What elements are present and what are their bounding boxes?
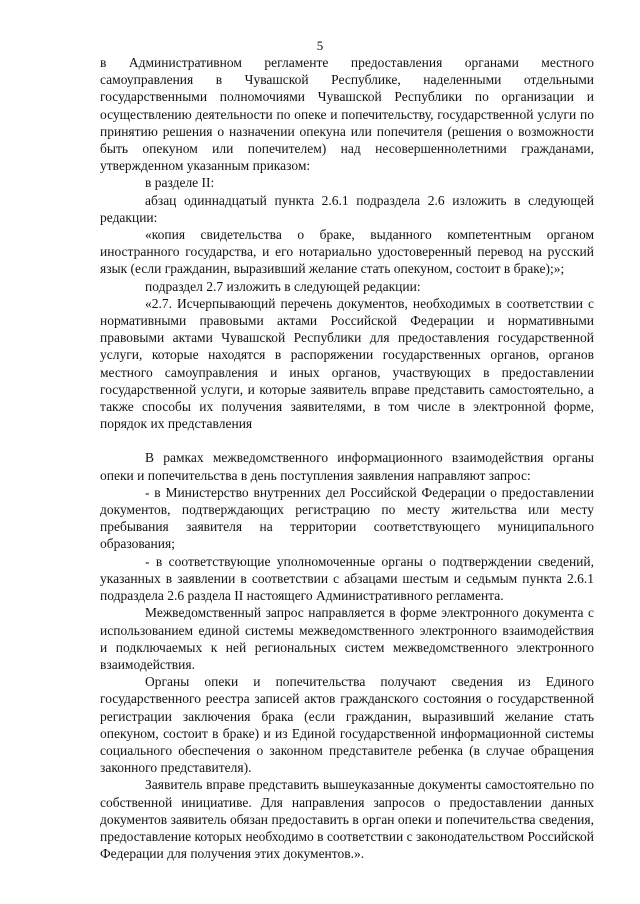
paragraph-2-7-heading: «2.7. Исчерпывающий перечень документов, необходимых в соответствии с нормативными правовыми актами Российской Федерации и нормативными правовыми актами Чувашской Республики для предоставления государственной услуги, которые находятся в распоряжении государственных органов, органов местного самоуправления и иных органов, участвующих в предоставлении государственной услуги, и которые заявитель вправе представить самостоятельно, а также способы их получения заявителями, в том числе в электронной форме, порядок их представления (100, 295, 594, 432)
paragraph-electronic-request: Межведомственный запрос направляется в форме электронного документа с использованием единой системы межведомственного электронного взаимодействия и подключаемых к ней региональных систем межведомственного электронного взаимодействия. (100, 605, 594, 672)
paragraph-interagency-request: В рамках межведомственного информационного взаимодействия органы опеки и попечительства в день поступления заявления направляют запрос: (100, 450, 594, 483)
paragraph-applicant-right: Заявитель вправе представить вышеуказанные документы самостоятельно по собственной инициативе. Для направления запросов о предоставлении данных документов заявитель обязан предоставить в орган опеки и попечительства сведения, предоставление которых необходимо в соответствии с законодательством Российской Федерации для получения этих документов.». (100, 777, 594, 862)
paragraph-subsection-2-7: подраздел 2.7 изложить в следующей редакции: (145, 278, 421, 294)
list-item-authorized-bodies: - в соответствующие уполномоченные органы о подтверждении сведений, указанных в заявлении в соответствии с абзацами шестым и седьмым пункта 2.6.1 подраздела 2.6 раздела II настоящего Административного регламента. (100, 553, 594, 604)
page-number: 5 (316, 38, 324, 53)
paragraph-section-ii: в разделе II: (145, 175, 215, 191)
paragraph-clause-2-6-1: абзац одиннадцатый пункта 2.6.1 подраздела 2.6 изложить в следующей редакции: (100, 192, 594, 225)
list-item-interior-ministry: - в Министерство внутренних дел Российской Федерации о предоставлении документов, подтверждающих регистрацию по месту жительства или месту пребывания заявителя на территории соответствующего муниципального образования; (100, 484, 594, 552)
document-body (100, 54, 594, 862)
paragraph-guardianship-bodies: Органы опеки и попечительства получают сведения из Единого государственного реестра записей актов гражданского состояния о государственной регистрации заключения брака (если гражданин, выразивший желание стать опекуном, состоит в браке) и из Единой государственной информационной системы социального обеспечения о законном представителе ребенка (в случае обращения законного представителя). (100, 674, 594, 776)
paragraph-marriage-certificate: «копия свидетельства о браке, выданного компетентным органом иностранного государства, и его нотариально удостоверенный перевод на русский язык (если гражданин, выразивший желание стать опекуном, состоит в браке);»; (100, 227, 594, 277)
paragraph-gap (100, 432, 594, 449)
paragraph-regulation-intro: в Административном регламенте предоставления органами местного самоуправления в Чувашской Республике, наделенными отдельными государственными полномочиями Чувашской Республики по организации и осуществлению деятельности по опеке и попечительству, государственной услуги по принятию решения о назначении опекуна или попечителя (решения о возможности быть опекуном или попечителем) над несовершеннолетними гражданами, утвержденном указанным приказом: (100, 55, 594, 174)
